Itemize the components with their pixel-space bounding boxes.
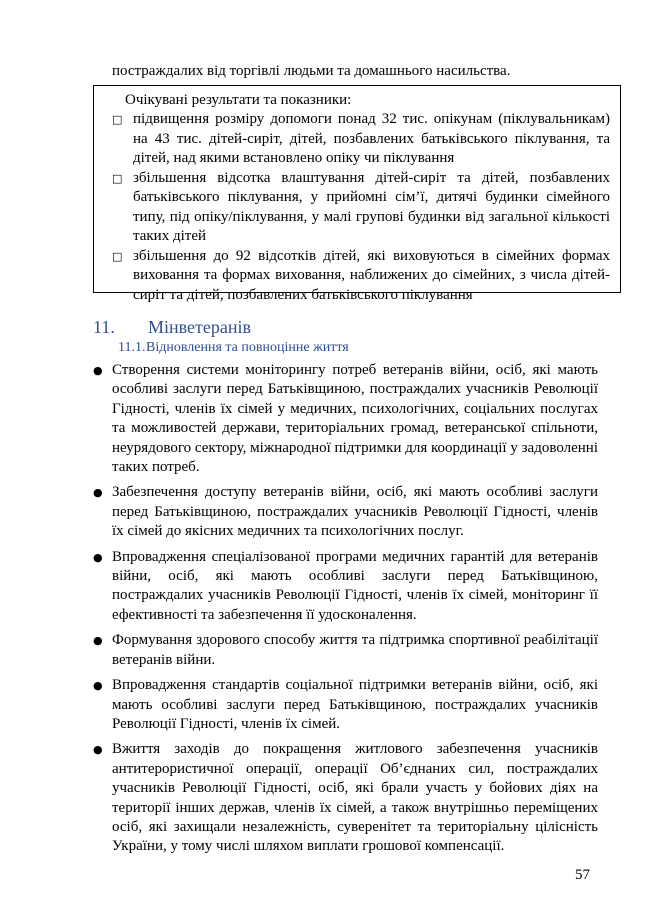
list-item-text: Впровадження стандартів соціальної підтримки ветеранів війни, осіб, які мають особливі заслуги перед Батьківщиною, постраждалих учасників Революції Гідності, членів їх сімей. (112, 677, 598, 732)
section-number: 11. (93, 317, 115, 337)
list-item (93, 740, 598, 856)
results-item (112, 110, 610, 169)
list-item (93, 483, 598, 541)
bullet-icon: ● (93, 743, 103, 757)
results-item (112, 169, 610, 247)
results-item-text: підвищення розміру допомоги понад 32 тис. опікунам (піклувальникам) на 43 тис. дітей-сиріт, дітей, позбавлених батьківського піклування, та дітей, над якими встановлено опіку чи піклування (133, 111, 610, 166)
bullet-icon: ● (93, 364, 103, 377)
list-item (93, 676, 598, 734)
list-item-text: Створення системи моніторингу потреб ветеранів війни, осіб, які мають особливі заслуги перед Батьківщиною, постраждалих учасників Революції Гідності, членів їх сімей у медичних, психологічних, соціальних послугах та можливостей держави, територіальних громад, ветеранської спільноти, неурядового сектору, міжнародної підтримки для координації у задоволенні таких потреб. (112, 362, 598, 476)
results-item-text: збільшення до 92 відсотків дітей, які виховуються в сімейних формах виховання та формах виховання, наближених до сімейних, з числа дітей-сиріт та дітей, позбавлених батьківського піклування (133, 247, 610, 303)
intro-line: постраждалих від торгівлі людьми та домашнього насильства. (112, 63, 511, 79)
bullet-icon: ● (93, 550, 103, 564)
section-heading (93, 316, 613, 338)
list-item (93, 361, 598, 477)
subsection-title: Відновлення та повноцінне життя (146, 340, 349, 355)
list-item-text: Забезпечення доступу ветеранів війни, осіб, які мають особливі заслуги перед Батьківщиною, постраждалих учасників Революції Гідності, членів їх сімей до якісних медичних та психологічних послуг. (112, 484, 598, 540)
measures-list (93, 361, 598, 863)
subsection-heading (118, 339, 618, 357)
checkbox-square-icon: □ (112, 171, 123, 185)
subsection-number: 11.1. (118, 340, 146, 355)
list-item (93, 631, 598, 670)
section-title: Мінветеранів (148, 317, 251, 337)
checkbox-square-icon: □ (112, 113, 123, 126)
bullet-icon: ● (93, 486, 103, 500)
results-title: Очікувані результати та показники: (125, 92, 352, 108)
results-item (112, 247, 610, 306)
results-list (112, 110, 610, 305)
list-item-text: Формування здорового способу життя та підтримка спортивної реабілітації ветеранів війни. (112, 632, 598, 668)
checkbox-square-icon: □ (112, 249, 123, 263)
expected-results-box (93, 85, 621, 303)
bullet-icon: ● (93, 634, 103, 648)
list-item-text: Вжиття заходів до покращення житлового забезпечення учасників антитерористичної операції, операції Об’єднаних сил, постраждалих учасників Революції Гідності, осіб, які брали участь у бойових діях на території інших держав, членів їх сімей, а також внутрішньо переміщених осіб, які захищали незалежність, суверенітет та територіальну цілісність України, у тому числі шляхом виплати грошової компенсації. (112, 741, 598, 855)
list-item-text: Впровадження спеціалізованої програми медичних гарантій для ветеранів війни, осіб, які мають особливі заслуги перед Батьківщиною, постраждалих учасників Революції Гідності, членів їх сімей, моніторинг її ефективності та забезпечення її удосконалення. (112, 548, 598, 623)
results-item-text: збільшення відсотка влаштування дітей-сиріт та дітей, позбавлених батьківського піклування, у прийомні сім’ї, дитячі будинки сімейного типу, під опіку/піклування, у малі групові будинки від загальної кількості таких дітей (133, 169, 610, 244)
page-number: 57 (575, 867, 590, 883)
list-item (93, 548, 598, 626)
bullet-icon: ● (93, 679, 103, 693)
